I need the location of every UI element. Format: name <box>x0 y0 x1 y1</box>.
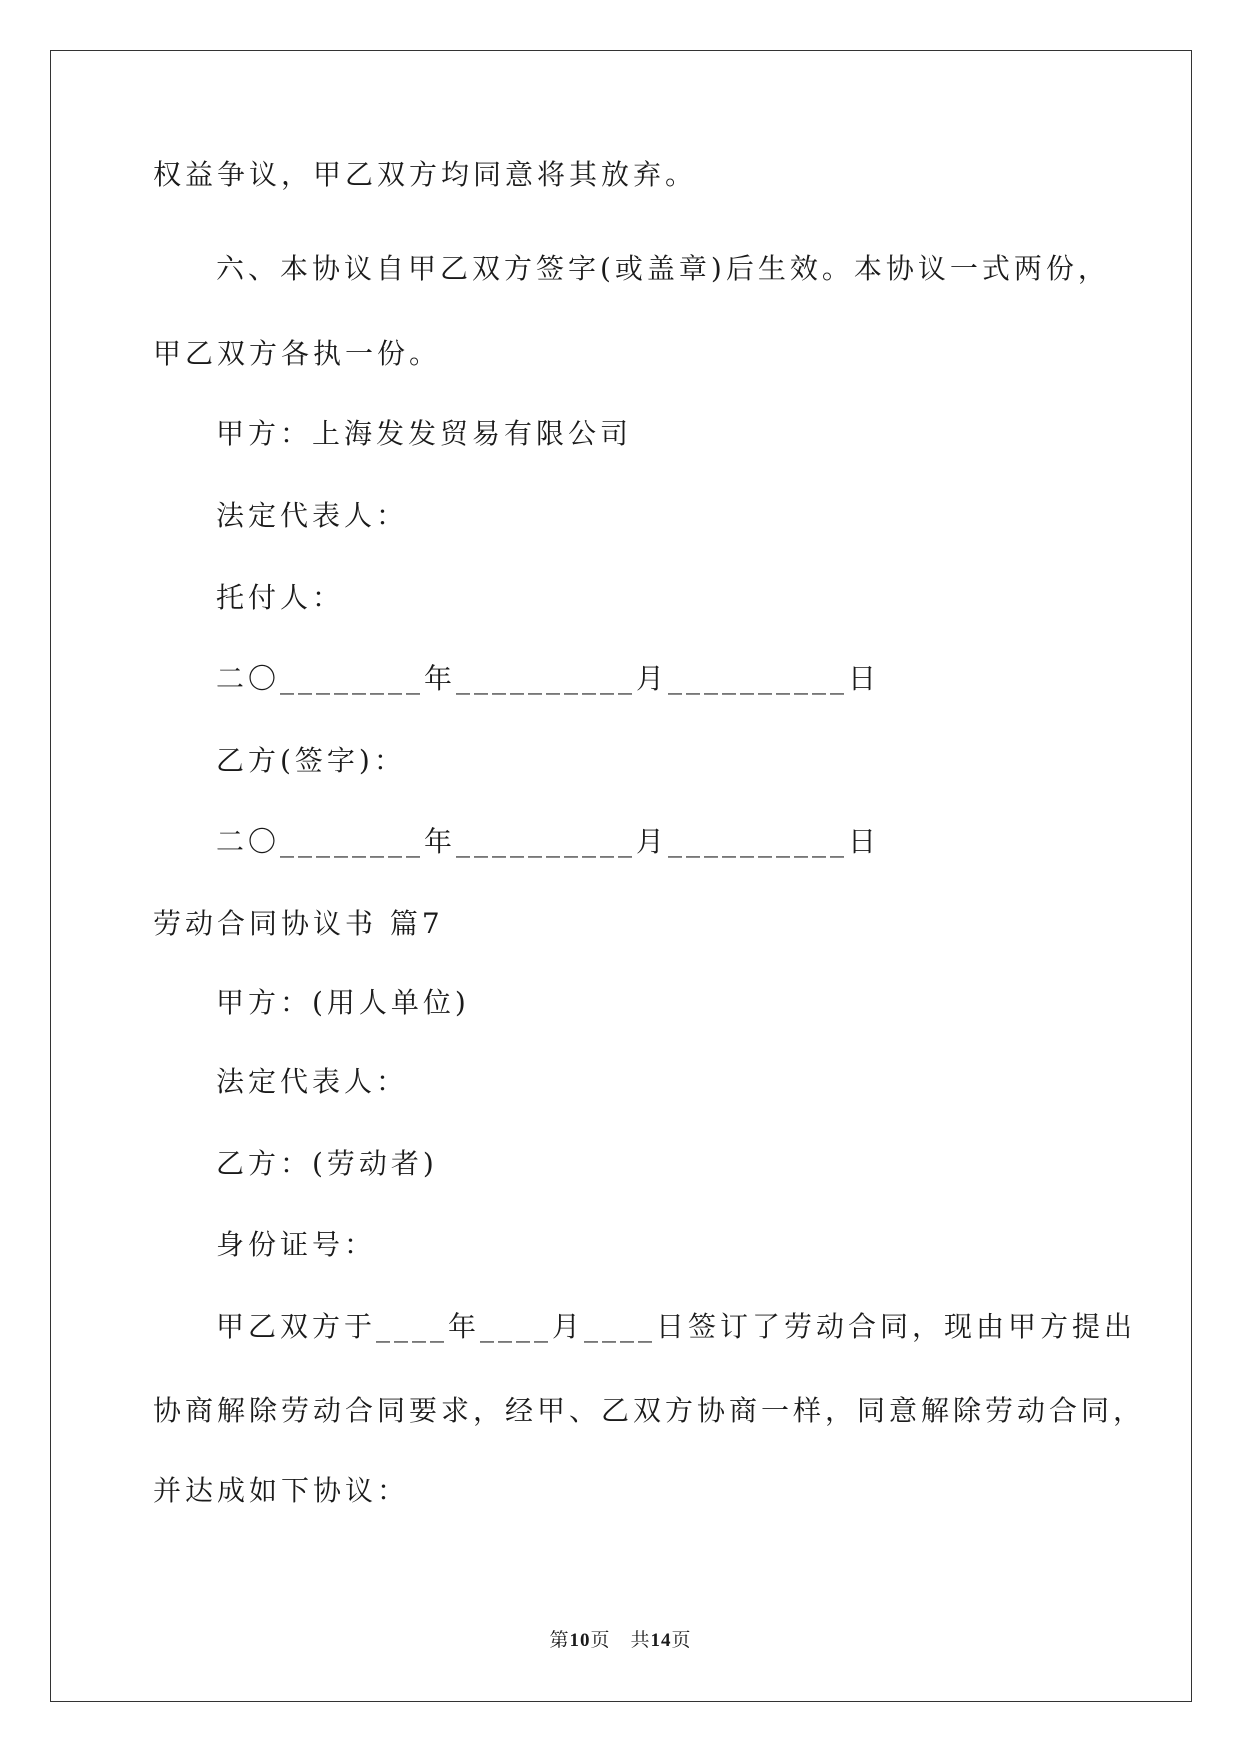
legal-rep-line: 法定代表人： <box>216 499 409 532</box>
legal-rep-line-2: 法定代表人： <box>216 1065 409 1098</box>
total-pages-number: 14 <box>650 1630 672 1651</box>
party-a-line: 甲方：上海发发贸易有限公司 <box>216 417 633 450</box>
id-number-line: 身份证号： <box>216 1228 377 1261</box>
party-b-sign-line: 乙方(签字)： <box>216 744 406 777</box>
paragraph-line-1: 权益争议，甲乙双方均同意将其放弃。 <box>153 158 698 191</box>
paragraph-line-2: 六、本协议自甲乙双方签字(或盖章)后生效。本协议一式两份， <box>216 252 1110 285</box>
paragraph-line-3: 甲乙双方各执一份。 <box>153 337 442 370</box>
agreement-line-1: 甲乙双方于____年____月____日签订了劳动合同，现由甲方提出 <box>216 1310 1137 1343</box>
section-heading: 劳动合同协议书 篇7 <box>153 907 444 940</box>
footer-suffix: 页 <box>671 1629 692 1651</box>
current-page-number: 10 <box>569 1630 591 1651</box>
party-a-employer-line: 甲方：(用人单位) <box>216 986 470 1019</box>
agreement-line-3: 并达成如下协议： <box>153 1474 410 1507</box>
date-line-1: 二〇________年__________月__________日 <box>216 662 881 695</box>
date-line-2: 二〇________年__________月__________日 <box>216 825 881 858</box>
page-footer <box>0 1628 1241 1653</box>
footer-middle: 页 共 <box>590 1629 651 1651</box>
footer-prefix: 第 <box>549 1629 570 1651</box>
trustee-line: 托付人： <box>216 581 345 614</box>
agreement-line-2: 协商解除劳动合同要求，经甲、乙双方协商一样，同意解除劳动合同， <box>153 1394 1146 1427</box>
party-b-worker-line: 乙方：(劳动者) <box>216 1147 438 1180</box>
